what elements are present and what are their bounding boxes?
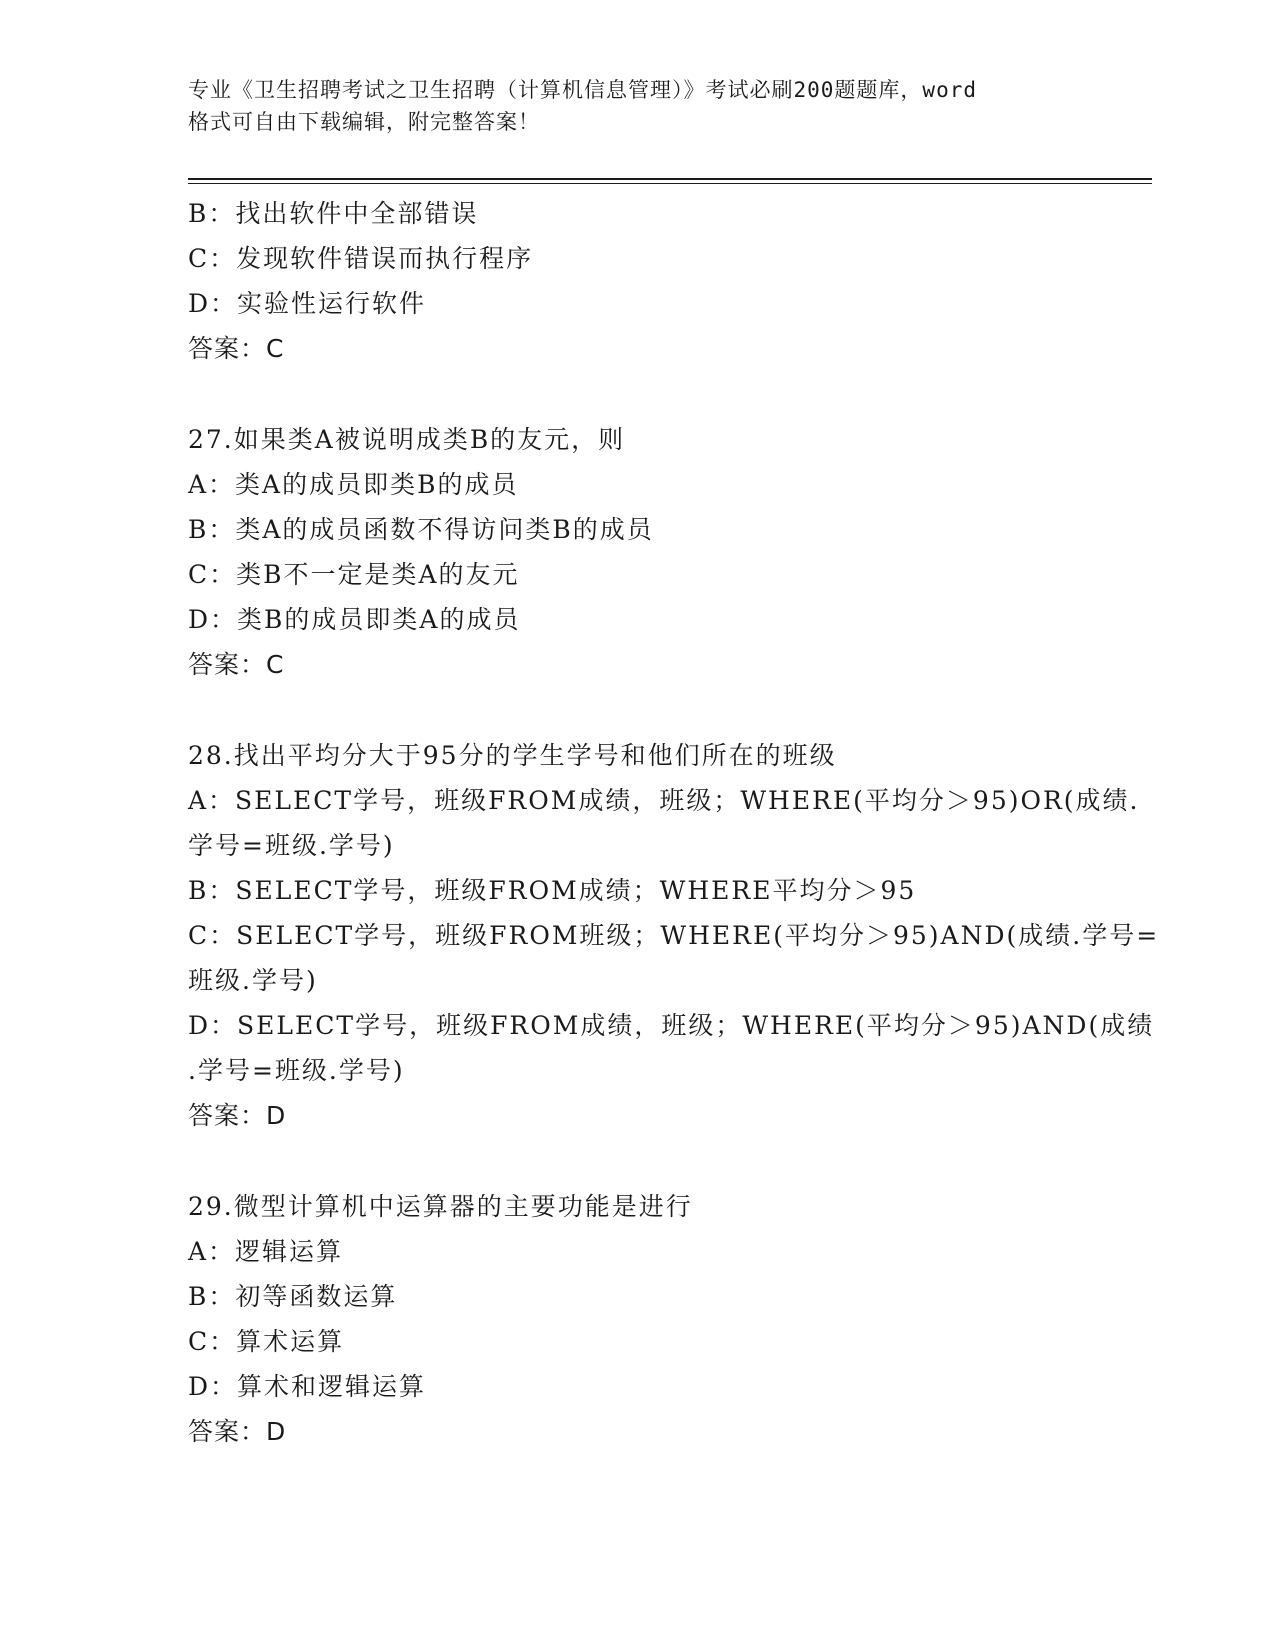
option-c-line-1: C：SELECT学号，班级FROM班级；WHERE(平均分＞95)AND(成绩.学号= xyxy=(188,921,1160,950)
document-header xyxy=(188,74,1088,138)
option-b: B：初等函数运算 xyxy=(188,1282,398,1311)
option-d-line-1: D：SELECT学号，班级FROM成绩，班级；WHERE(平均分＞95)AND(成绩 xyxy=(188,1011,1155,1040)
option-a-line-2: 学号=班级.学号) xyxy=(188,831,395,860)
question-stem: 28.找出平均分大于95分的学生学号和他们所在的班级 xyxy=(188,741,837,770)
option-d: D：实验性运行软件 xyxy=(188,289,427,318)
option-c: C：算术运算 xyxy=(188,1327,345,1356)
option-a-line-1: A：SELECT学号，班级FROM成绩，班级；WHERE(平均分＞95)OR(成绩. xyxy=(188,786,1140,815)
option-c: C：类B不一定是类A的友元 xyxy=(188,560,520,589)
question-stem: 29.微型计算机中运算器的主要功能是进行 xyxy=(188,1192,693,1221)
option-d-line-2: .学号=班级.学号) xyxy=(188,1056,405,1085)
option-b: B：找出软件中全部错误 xyxy=(188,199,479,228)
option-b: B：SELECT学号，班级FROM成绩；WHERE平均分＞95 xyxy=(188,876,917,905)
option-a: A：逻辑运算 xyxy=(188,1237,344,1266)
option-d: D：算术和逻辑运算 xyxy=(188,1372,427,1401)
question-list xyxy=(188,191,1160,1454)
option-d: D：类B的成员即类A的成员 xyxy=(188,605,521,634)
option-a: A：类A的成员即类B的成员 xyxy=(188,470,519,499)
question-29 xyxy=(188,1184,1108,1454)
question-26-tail xyxy=(188,191,1108,371)
answer-line: 答案：D xyxy=(188,1101,287,1130)
answer-line: 答案：C xyxy=(188,334,285,363)
header-line-2: 格式可自由下载编辑，附完整答案！ xyxy=(188,110,540,134)
answer-line: 答案：C xyxy=(188,650,285,679)
header-line-1: 专业《卫生招聘考试之卫生招聘（计算机信息管理）》考试必刷200题题库，word xyxy=(188,78,977,102)
header-rule-thin xyxy=(188,183,1152,184)
option-b: B：类A的成员函数不得访问类B的成员 xyxy=(188,515,654,544)
option-c-line-2: 班级.学号) xyxy=(188,966,318,995)
option-c: C：发现软件错误而执行程序 xyxy=(188,244,534,273)
header-rule-thick xyxy=(188,178,1152,180)
question-27 xyxy=(188,417,1108,687)
question-stem: 27.如果类A被说明成类B的友元，则 xyxy=(188,425,626,454)
answer-line: 答案：D xyxy=(188,1417,287,1446)
question-28 xyxy=(188,733,1160,1138)
